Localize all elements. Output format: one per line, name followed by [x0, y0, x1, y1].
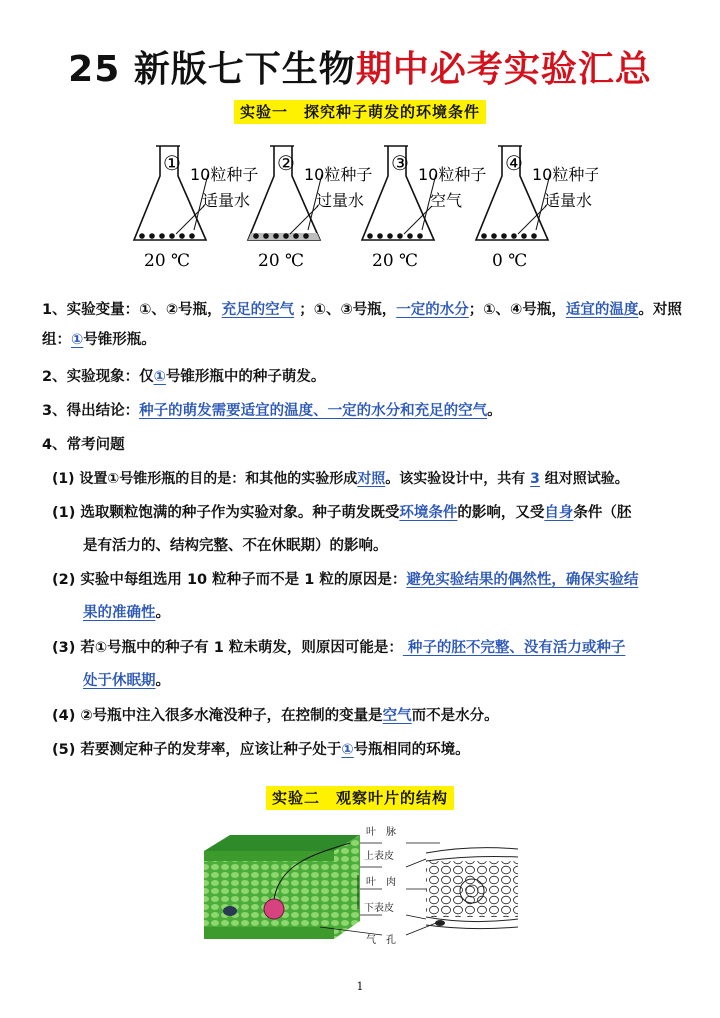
exp1-heading: [0, 100, 720, 124]
answer-temperature: 适宜的温度: [565, 302, 639, 318]
label-vein: 叶 脉: [366, 827, 396, 838]
exp2-heading-text: 实验二 观察叶片的结构: [266, 786, 454, 810]
flask-2-number: ②: [277, 151, 295, 175]
answer-cause-1: 种子的胚不完整、没有活力或种子: [402, 640, 626, 656]
question-6: (5) 若要测定种子的发芽率，应该让种子处于①号瓶相同的环境。: [52, 742, 470, 758]
flask-2-temp: 20 ℃: [258, 251, 305, 271]
answer-reason-2: 果的准确性: [83, 605, 156, 621]
flask-1-line1: 10粒种子: [190, 165, 259, 184]
title-part-red: 期中必考实验汇总: [355, 49, 652, 90]
question-1: (1) 设置①号锥形瓶的目的是：和其他的实验形成对照。该实验设计中，共有 3 组对照试验。: [52, 471, 629, 487]
answer-control-group: ①: [71, 332, 84, 348]
leaf-structure-figure: [200, 815, 520, 950]
flask-4-number: ④: [505, 151, 523, 175]
flask-2-line1: 10粒种子: [304, 165, 373, 184]
answer-same-env: ①: [341, 742, 354, 758]
label-stoma: 气 孔: [366, 935, 396, 946]
answer-count: 3: [530, 471, 540, 487]
flask-3-line1: 10粒种子: [418, 165, 487, 184]
question-5: (4) ②号瓶中注入很多水淹没种子，在控制的变量是空气而不是水分。: [52, 708, 499, 724]
label-upper-epidermis: 上表皮: [364, 851, 394, 862]
leaf-cross-section-drawing: [426, 848, 518, 929]
variables-paragraph: 1、实验变量：①、②号瓶，充足的空气 ；①、③号瓶，一定的水分；①、④号瓶，适宜的温度。对照组：①号锥形瓶。: [42, 302, 682, 348]
flask-1: [134, 146, 258, 271]
answer-flask: ①: [153, 369, 166, 385]
flask-3-temp: 20 ℃: [372, 251, 419, 271]
answer-cause-2: 处于休眠期: [83, 673, 156, 689]
title-part-black: 25 新版七下生物: [68, 49, 356, 90]
flask-3: [362, 146, 486, 271]
label-mesophyll: 叶 肉: [366, 877, 396, 888]
label-lower-epidermis: 下表皮: [364, 903, 394, 914]
flask-2-line2: 过量水: [316, 191, 365, 210]
answer-reason-1: 避免实验结果的偶然性，确保实验结: [406, 572, 639, 588]
answer-conclusion: 种子的萌发需要适宜的温度、一定的水分和充足的空气: [139, 403, 488, 419]
exp2-heading: [0, 786, 720, 810]
question-4: (3) 若①号瓶中的种子有 1 粒未萌发，则原因可能是： 种子的胚不完整、没有活力或种子 处于休眠期。: [52, 640, 626, 689]
flask-1-temp: 20 ℃: [144, 251, 191, 271]
answer-env: 环境条件: [399, 505, 458, 521]
answer-variable: 空气: [382, 708, 412, 724]
conclusion-paragraph: 3、得出结论：种子的萌发需要适宜的温度、一定的水分和充足的空气。: [42, 403, 502, 419]
answer-self: 自身: [544, 505, 574, 521]
flask-4: [476, 146, 598, 271]
answer-contrast: 对照: [357, 471, 386, 487]
question-3: (2) 实验中每组选用 10 粒种子而不是 1 粒的原因是：避免实验结果的偶然性，确保实验结 果的准确性。: [52, 572, 639, 621]
questions-heading: 4、常考问题: [42, 437, 125, 453]
flask-1-number: ①: [163, 151, 181, 175]
flask-4-line1: 10粒种子: [532, 165, 598, 184]
leaf-block-illustration: [204, 835, 360, 939]
page-title: [0, 44, 720, 96]
flask-4-line2: 适量水: [544, 191, 593, 210]
flask-4-temp: 0 ℃: [492, 251, 528, 271]
question-2: (1) 选取颗粒饱满的种子作为实验对象。种子萌发既受环境条件的影响，又受自身条件（胚 是有活力的、结构完整、不在休眠期）的影响。: [52, 505, 632, 554]
flask-2: [248, 146, 372, 271]
page-number: 1: [356, 980, 364, 993]
flask-3-number: ③: [391, 151, 409, 175]
flask-3-line2: 空气: [430, 191, 463, 210]
flask-1-line2: 适量水: [202, 191, 251, 210]
exp1-heading-text: 实验一 探究种子萌发的环境条件: [234, 100, 486, 124]
answer-water: 一定的水分: [396, 302, 469, 318]
flask-diagram: [128, 140, 598, 280]
phenomenon-paragraph: 2、实验现象：仅①号锥形瓶中的种子萌发。: [42, 369, 326, 385]
answer-air: 充足的空气: [221, 302, 295, 318]
